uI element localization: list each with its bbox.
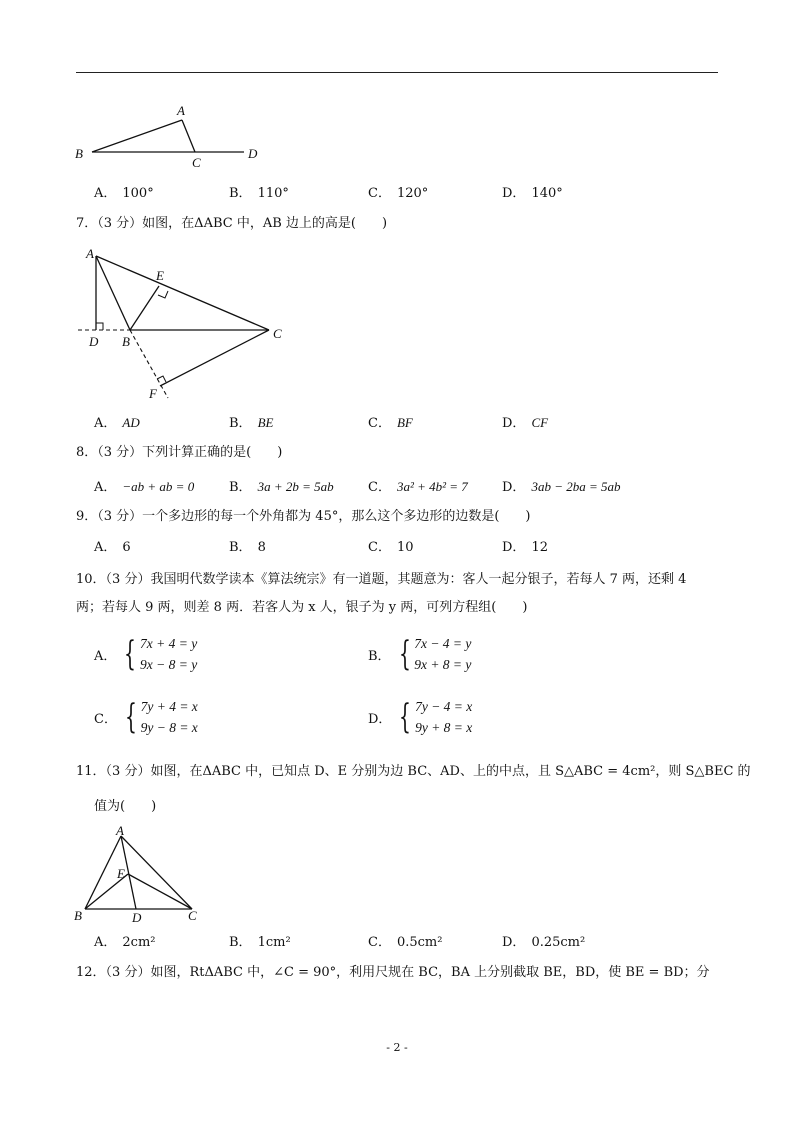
q7-option-d: D． CF	[502, 415, 549, 431]
q8-option-c: C． 3a² + 4b² = 7	[368, 479, 468, 495]
q7-option-b: B． BE	[229, 415, 274, 431]
q10-d-eq1: 7y − 4 = x	[415, 699, 473, 714]
q10-a-eq1: 7x + 4 = y	[140, 636, 198, 651]
q7-option-a: A． AD	[94, 415, 140, 431]
q11-stem-line2: 值为( )	[94, 799, 157, 814]
q11-option-d: D． 0.25cm²	[502, 935, 586, 950]
q11-stem-line1: 11．（3 分）如图，在ΔABC 中，已知点 D、E 分别为边 BC、AD、上的中点，且 S△ABC = 4cm²，则 S△BEC 的	[76, 764, 751, 779]
q9-option-c: C． 10	[368, 540, 414, 555]
q10-c-eq1: 7y + 4 = x	[140, 699, 198, 714]
q6-figure	[70, 100, 270, 170]
q6-option-c: C． 120°	[368, 186, 429, 201]
q9-option-d: D． 12	[502, 540, 548, 555]
q10-stem-line2: 两；若每人 9 两，则差 8 两．若客人为 x 人，银子为 y 两，可列方程组( )	[76, 600, 528, 615]
q6-label-a: A	[177, 103, 185, 118]
q7-label-e: E	[156, 268, 164, 283]
q11-option-a: A． 2cm²	[94, 935, 156, 950]
q7-stem: 7．（3 分）如图，在ΔABC 中，AB 边上的高是( )	[76, 216, 388, 231]
q11-label-d: D	[132, 910, 142, 925]
q10-b-eq1: 7x − 4 = y	[414, 636, 472, 651]
page-number: - 2 -	[386, 1041, 408, 1054]
q7-label-b: B	[122, 334, 130, 349]
q7-label-a: A	[86, 246, 94, 261]
q7-label-c: C	[273, 326, 282, 341]
q11-option-b: B． 1cm²	[229, 935, 291, 950]
q9-option-a: A． 6	[94, 540, 131, 555]
q7-label-f: F	[149, 386, 157, 401]
q10-stem-line1: 10．（3 分）我国明代数学读本《算法统宗》有一道题，其题意为：客人一起分银子，若每人 7 两，还剩 4	[76, 572, 687, 587]
q11-label-c: C	[188, 908, 197, 923]
q11-label-a: A	[116, 823, 124, 838]
q10-b-eq2: 9x + 8 = y	[414, 657, 472, 672]
q8-stem: 8．（3 分）下列计算正确的是( )	[76, 445, 283, 460]
q10-c-eq2: 9y − 8 = x	[140, 720, 198, 735]
q6-option-d: D． 140°	[502, 186, 563, 201]
q6-label-d: D	[248, 146, 258, 161]
q10-option-a: A． { 7x + 4 = y 9x − 8 = y	[94, 634, 198, 674]
q10-option-c: C． { 7y + 4 = x 9y − 8 = x	[94, 697, 198, 737]
q11-option-c: C． 0.5cm²	[368, 935, 443, 950]
q8-option-d: D． 3ab − 2ba = 5ab	[502, 479, 621, 495]
q10-d-eq2: 9y + 8 = x	[415, 720, 473, 735]
q6-option-a: A． 100°	[94, 186, 154, 201]
q10-option-d: D． { 7y − 4 = x 9y + 8 = x	[368, 697, 473, 737]
q10-option-b: B． { 7x − 4 = y 9x + 8 = y	[368, 634, 472, 674]
q6-label-c: C	[192, 155, 201, 170]
q12-stem: 12．（3 分）如图，RtΔABC 中，∠C = 90°，利用尺规在 BC，BA 上分别截取 BE，BD，使 BE = BD；分	[76, 965, 710, 980]
q9-stem: 9．（3 分）一个多边形的每一个外角都为 45°，那么这个多边形的边数是( )	[76, 509, 531, 524]
q11-figure	[72, 824, 212, 924]
q6-option-b: B． 110°	[229, 186, 289, 201]
q6-label-b: B	[75, 146, 83, 161]
q10-a-eq2: 9x − 8 = y	[140, 657, 198, 672]
q9-option-b: B． 8	[229, 540, 266, 555]
q11-label-e: E	[117, 866, 125, 881]
q7-label-d: D	[89, 334, 99, 349]
q7-figure	[74, 244, 294, 404]
header-rule	[76, 72, 718, 73]
q11-label-b: B	[74, 908, 82, 923]
q8-option-a: A． −ab + ab = 0	[94, 479, 195, 495]
q7-option-c: C． BF	[368, 415, 413, 431]
q8-option-b: B． 3a + 2b = 5ab	[229, 479, 334, 495]
